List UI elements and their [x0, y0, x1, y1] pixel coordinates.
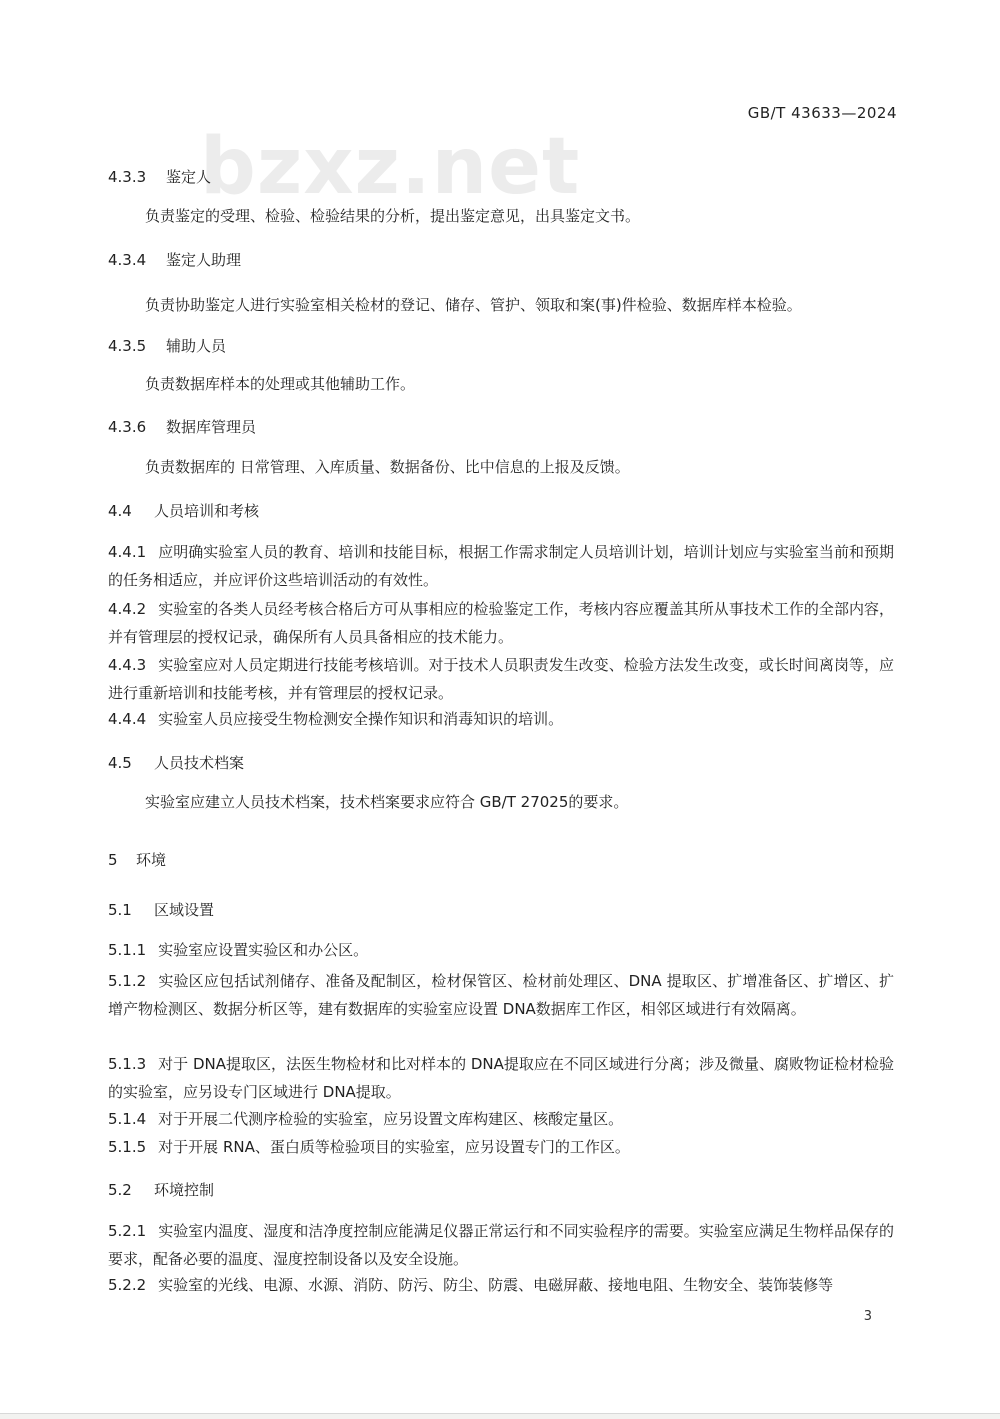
clause-text: 应明确实验室人员的教育、培训和技能目标，根据工作需求制定人员培训计划，培训计划应与实验室当前和预期的任务相适应，并应评价这些培训活动的有效性。	[108, 543, 894, 589]
section-heading-5-2	[108, 1178, 894, 1202]
section-heading-5-1	[108, 898, 894, 922]
clause-text: 实验室人员应接受生物检测安全操作知识和消毒知识的培训。	[158, 710, 564, 728]
section-title: 人员技术档案	[154, 754, 245, 772]
clause-text: 对于 DNA提取区，法医生物检材和比对样本的 DNA提取应在不同区域进行分离；涉及微量、腐败物证检材检验的实验室，应另设专门区域进行 DNA提取。	[108, 1055, 894, 1101]
clause-number: 5.1.5	[108, 1138, 147, 1156]
clause-number: 4.4.2	[108, 600, 147, 618]
section-number: 5.2	[108, 1181, 132, 1199]
section-number: 4.4	[108, 502, 132, 520]
clause-text: 对于开展 RNA、蛋白质等检验项目的实验室，应另设置专门的工作区。	[158, 1138, 630, 1156]
clause-number: 5.1.1	[108, 941, 147, 959]
clause-5-1-3	[108, 1051, 894, 1106]
clause-text: 实验室内温度、湿度和洁净度控制应能满足仪器正常运行和不同实验程序的需要。实验室应满足生物样品保存的要求，配备必要的温度、湿度控制设备以及安全设施。	[108, 1222, 894, 1268]
clause-text: 实验区应包括试剂储存、准备及配制区，检材保管区、检材前处理区、DNA 提取区、扩增准备区、扩增区、扩增产物检测区、数据分析区等，建有数据库的实验室应设置 DNA数据库工作区，相邻区域进行有效隔离。	[108, 972, 894, 1018]
paragraph-4-3-3: 负责鉴定的受理、检验、检验结果的分析，提出鉴定意见，出具鉴定文书。	[145, 207, 641, 225]
clause-5-1-5	[108, 1134, 894, 1162]
clause-text: 实验室的光线、电源、水源、消防、防污、防尘、防震、电磁屏蔽、接地电阻、生物安全、装饰装修等	[158, 1276, 834, 1294]
clause-number: 5.1.2	[108, 972, 147, 990]
section-number: 5.1	[108, 901, 132, 919]
section-title: 区域设置	[154, 901, 215, 919]
paragraph-4-3-5: 负责数据库样本的处理或其他辅助工作。	[145, 375, 416, 393]
section-number: 4.3.4	[108, 251, 147, 269]
section-title: 鉴定人	[166, 168, 212, 186]
clause-text: 对于开展二代测序检验的实验室，应另设置文库构建区、核酸定量区。	[158, 1110, 624, 1128]
clause-number: 5.1.3	[108, 1055, 147, 1073]
clause-number: 5.1.4	[108, 1110, 147, 1128]
clause-text: 实验室应对人员定期进行技能考核培训。对于技术人员职责发生改变、检验方法发生改变，或长时间离岗等，应进行重新培训和技能考核，并有管理层的授权记录。	[108, 656, 894, 702]
paragraph-4-5: 实验室应建立人员技术档案，技术档案要求应符合 GB/T 27025的要求。	[145, 793, 629, 811]
section-heading-4-3-6	[108, 415, 894, 439]
section-title: 环境控制	[154, 1181, 215, 1199]
section-number: 4.3.6	[108, 418, 147, 436]
section-heading-4-4	[108, 499, 894, 523]
clause-number: 4.4.3	[108, 656, 147, 674]
clause-4-4-4	[108, 706, 894, 734]
page-number: 3	[863, 1309, 872, 1324]
clause-text: 实验室的各类人员经考核合格后方可从事相应的检验鉴定工作，考核内容应覆盖其所从事技术工作的全部内容，并有管理层的授权记录，确保所有人员具备相应的技术能力。	[108, 600, 894, 646]
section-title: 人员培训和考核	[154, 502, 260, 520]
page-edge-divider	[0, 1413, 1000, 1414]
paragraph-4-3-6: 负责数据库的 日常管理、入库质量、数据备份、比中信息的上报及反馈。	[145, 458, 630, 476]
section-title: 辅助人员	[166, 337, 227, 355]
section-title: 环境	[136, 851, 167, 869]
section-title: 数据库管理员	[166, 418, 257, 436]
clause-5-1-2	[108, 968, 894, 1023]
clause-number: 5.2.1	[108, 1222, 147, 1240]
section-heading-4-3-3	[108, 165, 894, 189]
section-heading-4-3-5	[108, 334, 894, 358]
clause-number: 4.4.1	[108, 543, 147, 561]
clause-number: 4.4.4	[108, 710, 147, 728]
clause-5-2-1	[108, 1218, 894, 1273]
clause-4-4-1	[108, 539, 894, 594]
chapter-heading-5	[108, 848, 894, 872]
section-heading-4-3-4	[108, 248, 894, 272]
clause-5-1-4	[108, 1106, 894, 1134]
section-number: 4.3.5	[108, 337, 147, 355]
clause-5-2-2	[108, 1272, 894, 1300]
section-number: 5	[108, 851, 118, 869]
clause-4-4-2	[108, 596, 894, 651]
section-title: 鉴定人助理	[166, 251, 242, 269]
paragraph-4-3-4: 负责协助鉴定人进行实验室相关检材的登记、储存、管护、领取和案(事)件检验、数据库样本检验。	[145, 296, 802, 314]
section-number: 4.5	[108, 754, 132, 772]
section-heading-4-5	[108, 751, 894, 775]
standard-code: GB/T 43633—2024	[747, 104, 897, 122]
watermark-text: bzxz.net	[200, 122, 581, 212]
section-number: 4.3.3	[108, 168, 147, 186]
clause-number: 5.2.2	[108, 1276, 147, 1294]
clause-5-1-1	[108, 937, 894, 965]
clause-text: 实验室应设置实验区和办公区。	[158, 941, 369, 959]
clause-4-4-3	[108, 652, 894, 707]
